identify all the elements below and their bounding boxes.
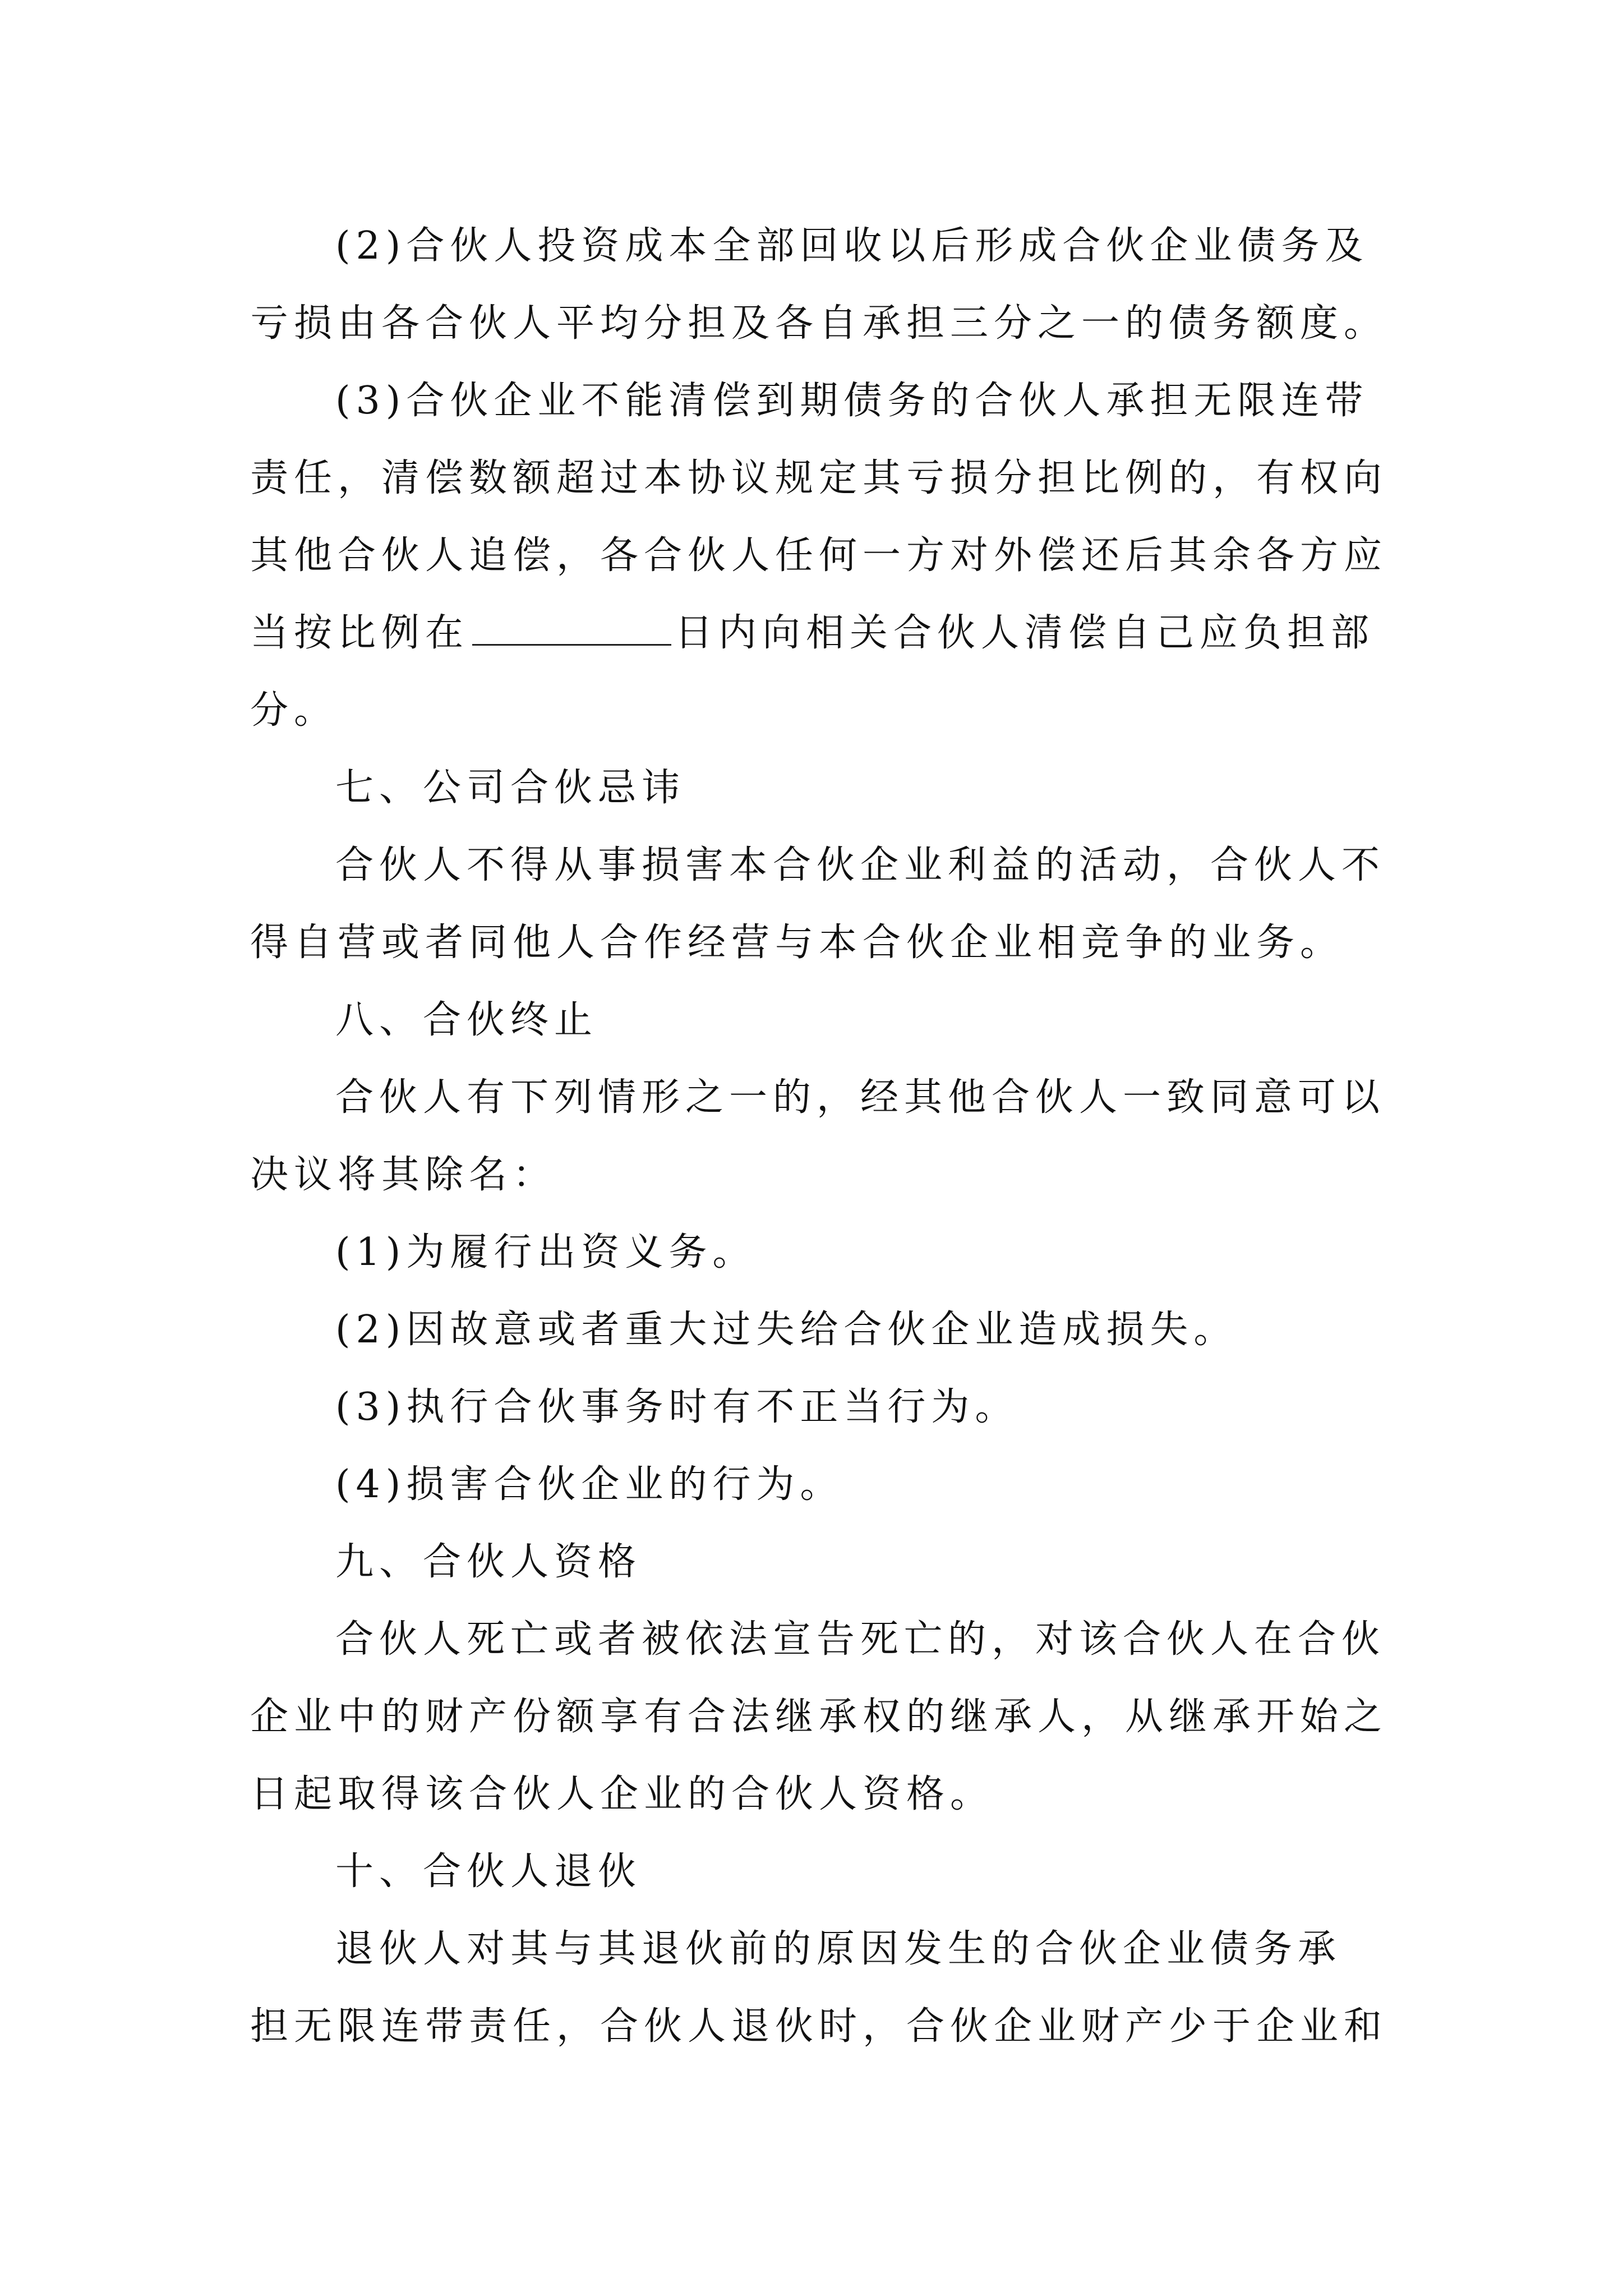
paragraph-line: 其他合伙人追偿，各合伙人任何一方对外偿还后其余各方应 xyxy=(250,533,1388,578)
paragraph-line: (3)合伙企业不能清偿到期债务的合伙人承担无限连带 xyxy=(335,379,1369,423)
paragraph-line: 合伙人死亡或者被依法宣告死亡的，对该合伙人在合伙 xyxy=(335,1617,1386,1662)
document-body xyxy=(250,208,1391,2065)
paragraph-line: 担无限连带责任，合伙人退伙时，合伙企业财产少于企业和 xyxy=(250,2004,1388,2049)
text-after-blank: 日内向相关合伙人清偿自己应负担部 xyxy=(675,611,1375,655)
paragraph-line: 日起取得该合伙人企业的合伙人资格。 xyxy=(250,1772,994,1816)
paragraph-line: 退伙人对其与其退伙前的原因发生的合伙企业债务承 xyxy=(335,1927,1342,1971)
text-before-blank: 当按比例在 xyxy=(250,611,469,655)
section-heading: 九、合伙人资格 xyxy=(335,1540,642,1584)
paragraph-line: 合伙人有下列情形之一的，经其他合伙人一致同意可以 xyxy=(335,1075,1386,1120)
paragraph-line-with-blank xyxy=(250,595,1391,672)
paragraph-line: (2)合伙人投资成本全部回收以后形成合伙企业债务及 xyxy=(335,224,1369,268)
section-heading: 七、公司合伙忌讳 xyxy=(335,766,686,810)
paragraph-line: 分。 xyxy=(250,688,338,733)
section-heading: 十、合伙人退伙 xyxy=(335,1849,642,1894)
section-heading: 八、合伙终止 xyxy=(335,998,598,1042)
paragraph-line: 亏损由各合伙人平均分担及各自承担三分之一的债务额度。 xyxy=(250,301,1388,346)
paragraph-line: 合伙人不得从事损害本合伙企业利益的活动，合伙人不 xyxy=(335,843,1386,887)
paragraph-line: 决议将其除名： xyxy=(250,1153,557,1197)
paragraph-line: 得自营或者同他人合作经营与本合伙企业相竞争的业务。 xyxy=(250,921,1344,965)
paragraph-line: 企业中的财产份额享有合法继承权的继承人，从继承开始之 xyxy=(250,1695,1388,1739)
fill-in-blank xyxy=(472,605,671,646)
paragraph-line: 责任，清偿数额超过本协议规定其亏损分担比例的，有权向 xyxy=(250,456,1388,500)
list-item: (4)损害合伙企业的行为。 xyxy=(335,1462,844,1507)
list-item: (2)因故意或者重大过失给合伙企业造成损失。 xyxy=(335,1308,1238,1352)
list-item: (3)执行合伙事务时有不正当行为。 xyxy=(335,1385,1019,1429)
list-item: (1)为履行出资义务。 xyxy=(335,1230,757,1274)
